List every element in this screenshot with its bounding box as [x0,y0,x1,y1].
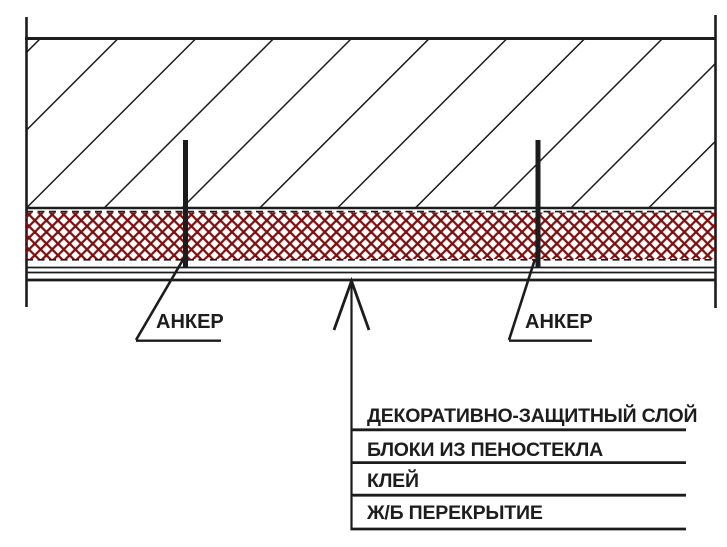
layer-label-glue: КЛЕЙ [367,470,419,492]
anchor-label-left: АНКЕР [156,311,224,333]
layer-label-rc-slab: Ж/Б ПЕРЕКРЫТИЕ [367,502,543,524]
layer-label-decorative-protective: ДЕКОРАТИВНО-ЗАЩИТНЫЙ СЛОЙ [367,405,698,427]
layer-label-foam-glass-blocks: БЛОКИ ИЗ ПЕНОСТЕКЛА [367,439,604,461]
concrete-slab-hatch [27,39,715,207]
anchor-label-right: АНКЕР [525,311,593,333]
foam-glass-band [26,213,715,260]
